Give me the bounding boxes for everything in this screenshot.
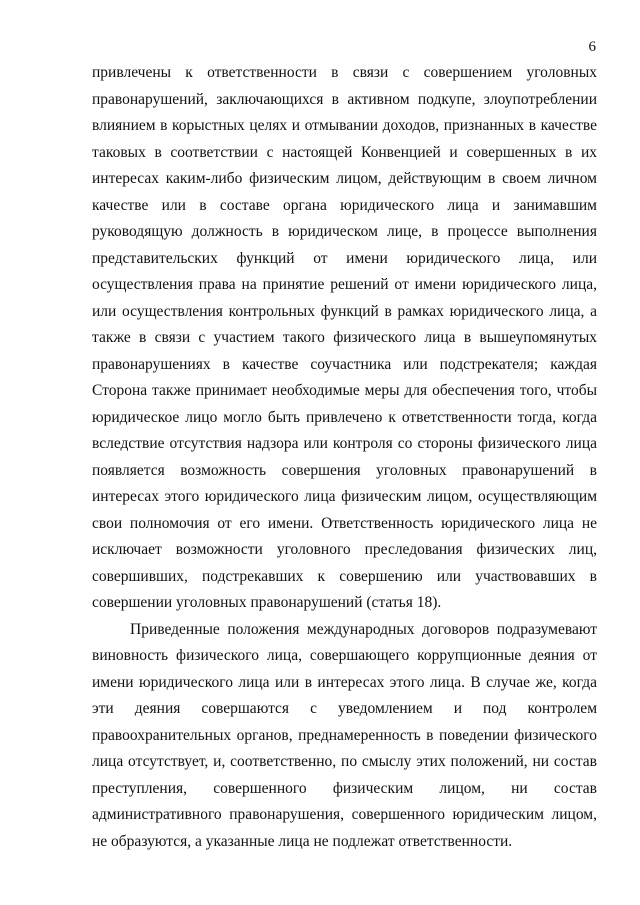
paragraph-continuation: привлечены к ответственности в связи с совершением уголовных правонарушений, заключающихся в активном подкупе, злоупотреблении влиянием в корыстных целях и отмывании доходов, признанных в качестве таковых в соответствии с настоящей Конвенцией и совершенных в их интересах каким-либо физическим лицом, действующим в своем личном качестве или в составе органа юридического лица и занимавшим руководящую должность в юридическом лице, в процессе выполнения представительских функций от имени юридического лица, или осуществления права на принятие решений от имени юридического лица, или осуществления контрольных функций в рамках юридического лица, а также в связи с участием такого физического лица в вышеупомянутых правонарушениях в качестве соучастника или подстрекателя; каждая Сторона также принимает необходимые меры для обеспечения того, чтобы юридическое лицо могло быть привлечено к ответственности тогда, когда вследствие отсутствия надзора или контроля со стороны физического лица появляется возможность совершения уголовных правонарушений в интересах этого юридического лица физическим лицом, осуществляющим свои полномочия от его имени. Ответственность юридического лица не исключает возможности уголовного преследования физических лиц, совершивших, подстрекавших к совершению или участвовавших в совершении уголовных правонарушений (статья 18).	[92, 64, 597, 611]
body-text	[92, 60, 597, 855]
paragraph-conclusion: Приведенные положения международных договоров подразумевают виновность физического лица, совершающего коррупционные деяния от имени юридического лица или в интересах этого лица. В случае же, когда эти деяния совершаются с уведомлением и под контролем правоохранительных органов, преднамеренность в поведении физического лица отсутствует, и, соответственно, по смыслу этих положений, ни состав преступления, совершенного физическим лицом, ни состав административного правонарушения, совершенного юридическим лицом, не образуются, а указанные лица не подлежат ответственности.	[92, 620, 597, 850]
page-number: 6	[588, 39, 596, 55]
